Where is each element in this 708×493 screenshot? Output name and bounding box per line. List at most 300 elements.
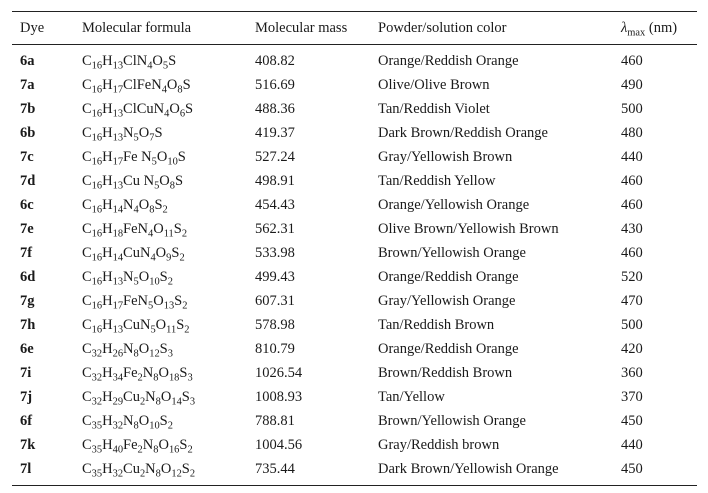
formula-subscript: 4 (133, 204, 139, 216)
color-cell: Brown/Yellowish Orange (378, 244, 526, 261)
dye-id-cell: 7e (20, 220, 34, 237)
formula-subscript: 13 (112, 132, 124, 144)
formula-element: S (159, 268, 168, 285)
formula-element: H (102, 460, 113, 477)
molecular-mass-cell: 499.43 (255, 268, 295, 285)
molecular-formula-cell (82, 121, 255, 145)
formula-element: H (102, 220, 113, 237)
color-cell: Orange/Reddish Orange (378, 268, 519, 285)
formula-subscript: 2 (162, 204, 168, 216)
formula-subscript: 16 (91, 204, 103, 216)
formula-element: H (102, 268, 113, 285)
color-cell: Brown/Reddish Brown (378, 364, 513, 381)
table-row (12, 217, 697, 241)
lambda-unit: (nm) (645, 19, 678, 36)
table-row (12, 45, 697, 74)
molecular-mass-cell: 533.98 (255, 244, 295, 261)
formula-subscript: 8 (133, 348, 139, 360)
dye-id-cell: 6b (20, 124, 36, 141)
formula-element: S (154, 124, 163, 141)
dye-id-cell: 7d (20, 172, 36, 189)
table-row (12, 121, 697, 145)
formula-element: H (102, 412, 113, 429)
formula-subscript: 35 (91, 444, 103, 456)
molecular-mass-cell: 408.82 (255, 52, 295, 69)
formula-subscript: 12 (171, 468, 182, 480)
formula-element: H (102, 196, 113, 213)
formula-subscript: 16 (168, 444, 180, 456)
formula-element: H (102, 100, 113, 117)
formula-subscript: 16 (91, 324, 103, 336)
formula-subscript: 9 (166, 252, 172, 264)
color-cell: Orange/Yellowish Orange (378, 196, 530, 213)
molecular-formula-cell (82, 169, 255, 193)
dye-id-cell: 6e (20, 340, 34, 357)
table-row (12, 385, 697, 409)
lambda-max-cell: 420 (621, 340, 643, 357)
formula-element: S (168, 52, 177, 69)
formula-element: CuN (123, 244, 151, 261)
table-body (12, 45, 697, 486)
formula-element: C (82, 412, 92, 429)
formula-subscript: 2 (179, 252, 185, 264)
color-cell: Orange/Reddish Orange (378, 340, 519, 357)
formula-element: H (102, 244, 113, 261)
formula-element: S (181, 388, 190, 405)
lambda-max-cell: 470 (621, 292, 643, 309)
table-row (12, 409, 697, 433)
formula-subscript: 13 (112, 108, 124, 120)
formula-element: S (174, 292, 183, 309)
lambda-max-cell: 480 (621, 124, 643, 141)
color-cell: Dark Brown/Reddish Orange (378, 124, 548, 141)
formula-subscript: 8 (155, 396, 161, 408)
formula-subscript: 14 (112, 204, 124, 216)
lambda-max-cell: 500 (621, 316, 643, 333)
formula-element: H (102, 172, 113, 189)
dye-id-cell: 7f (20, 244, 33, 261)
formula-subscript: 16 (91, 228, 103, 240)
formula-subscript: 13 (112, 324, 124, 336)
dye-id-cell: 6c (20, 196, 34, 213)
formula-subscript: 12 (149, 348, 160, 360)
formula-element: O (160, 388, 172, 405)
dye-id-cell: 7l (20, 460, 32, 477)
formula-element: C (82, 316, 92, 333)
formula-subscript: 11 (163, 228, 174, 240)
formula-element: H (102, 292, 113, 309)
formula-subscript: 2 (167, 276, 173, 288)
lambda-symbol: λ (621, 19, 628, 36)
molecular-mass-cell: 578.98 (255, 316, 295, 333)
formula-subscript: 5 (133, 276, 139, 288)
formula-element: O (155, 316, 167, 333)
formula-element: S (176, 316, 185, 333)
dye-properties-table (12, 11, 697, 486)
formula-element: N (142, 364, 154, 381)
formula-element: S (154, 196, 163, 213)
formula-element: S (173, 220, 182, 237)
formula-element: N (142, 436, 154, 453)
formula-element: S (159, 340, 168, 357)
formula-subscript: 3 (189, 396, 196, 408)
formula-subscript: 10 (149, 420, 160, 432)
formula-element: O (138, 340, 150, 357)
formula-subscript: 16 (91, 300, 103, 312)
molecular-formula-cell (82, 265, 255, 289)
molecular-mass-cell: 1026.54 (255, 364, 303, 381)
color-cell: Orange/Reddish Orange (378, 52, 519, 69)
formula-subscript: 35 (91, 420, 103, 432)
table-row (12, 313, 697, 337)
formula-subscript: 2 (189, 468, 196, 480)
formula-element: ClFeN (123, 76, 162, 93)
formula-subscript: 32 (91, 372, 103, 384)
formula-subscript: 2 (139, 468, 146, 480)
lambda-max-cell: 460 (621, 52, 643, 69)
formula-subscript: 18 (168, 372, 180, 384)
color-cell: Tan/Yellow (378, 388, 445, 405)
formula-subscript: 16 (91, 180, 103, 192)
formula-subscript: 8 (153, 444, 159, 456)
formula-element: N (123, 268, 134, 285)
color-cell: Brown/Yellowish Orange (378, 412, 526, 429)
formula-element: S (182, 76, 191, 93)
molecular-formula-cell (82, 145, 255, 169)
formula-element: C (82, 52, 92, 69)
molecular-mass-cell: 607.31 (255, 292, 295, 309)
formula-subscript: 5 (133, 132, 139, 144)
lambda-max-cell: 440 (621, 436, 643, 453)
formula-element: C (82, 148, 92, 165)
formula-element: H (102, 316, 113, 333)
table-row (12, 361, 697, 385)
formula-subscript: 18 (112, 228, 124, 240)
formula-subscript: 17 (112, 156, 124, 168)
table-row (12, 73, 697, 97)
formula-element: FeN (123, 292, 149, 309)
molecular-formula-cell (82, 433, 255, 457)
table-row (12, 97, 697, 121)
formula-element: O (152, 52, 163, 69)
color-cell: Tan/Reddish Violet (378, 100, 490, 117)
formula-element: H (102, 340, 113, 357)
formula-subscript: 32 (112, 468, 124, 480)
header-lambda-max (621, 12, 697, 45)
dye-id-cell: 7b (20, 100, 36, 117)
formula-element: C (82, 172, 92, 189)
formula-element: C (82, 292, 92, 309)
formula-subscript: 5 (154, 180, 160, 192)
formula-subscript: 6 (179, 108, 186, 120)
molecular-formula-cell (82, 73, 255, 97)
lambda-max-cell: 460 (621, 172, 643, 189)
formula-element: O (138, 268, 150, 285)
lambda-max-cell: 450 (621, 412, 643, 429)
formula-subscript: 8 (133, 420, 139, 432)
formula-subscript: 8 (169, 180, 175, 192)
formula-subscript: 4 (148, 228, 154, 240)
table-row (12, 241, 697, 265)
formula-subscript: 2 (137, 444, 143, 456)
formula-element: O (155, 244, 167, 261)
dye-id-cell: 7k (20, 436, 36, 453)
molecular-formula-cell (82, 45, 255, 74)
formula-element: H (102, 124, 113, 141)
formula-subscript: 2 (137, 372, 143, 384)
dye-id-cell: 7h (20, 316, 36, 333)
formula-subscript: 5 (162, 60, 169, 72)
molecular-mass-cell: 516.69 (255, 76, 295, 93)
table-row (12, 433, 697, 457)
molecular-mass-cell: 498.91 (255, 172, 295, 189)
formula-subscript: 8 (153, 372, 159, 384)
formula-subscript: 2 (184, 324, 190, 336)
formula-subscript: 16 (91, 252, 103, 264)
formula-element: Cu (123, 388, 140, 405)
formula-subscript: 16 (91, 108, 103, 120)
formula-element: O (156, 148, 168, 165)
formula-subscript: 5 (151, 156, 157, 168)
formula-element: N (145, 388, 156, 405)
formula-element: Fe (123, 436, 138, 453)
formula-element: O (169, 100, 180, 117)
molecular-mass-cell: 488.36 (255, 100, 295, 117)
formula-element: Fe (123, 364, 138, 381)
dye-id-cell: 7c (20, 148, 34, 165)
formula-element: S (181, 460, 190, 477)
formula-element: C (82, 196, 92, 213)
molecular-formula-cell (82, 193, 255, 217)
formula-element: C (82, 124, 92, 141)
color-cell: Olive/Olive Brown (378, 76, 490, 93)
formula-element: H (102, 388, 113, 405)
formula-subscript: 8 (149, 204, 155, 216)
formula-subscript: 35 (91, 468, 103, 480)
molecular-formula-cell (82, 97, 255, 121)
formula-element: O (153, 292, 164, 309)
formula-element: C (82, 268, 92, 285)
molecular-formula-cell (82, 361, 255, 385)
table-row (12, 169, 697, 193)
lambda-max-cell: 460 (621, 244, 643, 261)
table-row (12, 145, 697, 169)
formula-subscript: 16 (91, 156, 103, 168)
color-cell: Gray/Yellowish Orange (378, 292, 516, 309)
formula-element: S (177, 148, 186, 165)
molecular-mass-cell: 1008.93 (255, 388, 303, 405)
formula-subscript: 8 (177, 84, 183, 96)
lambda-max-cell: 430 (621, 220, 643, 237)
dye-id-cell: 6d (20, 268, 36, 285)
formula-subscript: 16 (91, 84, 103, 96)
formula-element: Fe N (123, 148, 152, 165)
formula-element: O (159, 172, 170, 189)
dye-id-cell: 7i (20, 364, 32, 381)
formula-subscript: 32 (112, 420, 124, 432)
dye-id-cell: 6f (20, 412, 33, 429)
lambda-max-cell: 440 (621, 148, 643, 165)
formula-subscript: 3 (167, 348, 173, 360)
formula-subscript: 2 (181, 228, 188, 240)
table-row (12, 265, 697, 289)
formula-element: O (166, 76, 178, 93)
formula-subscript: 13 (163, 300, 175, 312)
molecular-formula-cell (82, 337, 255, 361)
formula-element: C (82, 220, 92, 237)
table-header (12, 12, 697, 45)
formula-element: S (185, 100, 194, 117)
formula-element: C (82, 364, 92, 381)
formula-element: O (153, 220, 164, 237)
formula-element: N (123, 124, 134, 141)
formula-subscript: 4 (161, 84, 167, 96)
formula-element: H (102, 436, 113, 453)
formula-subscript: 29 (112, 396, 124, 408)
formula-element: O (160, 460, 172, 477)
formula-subscript: 32 (91, 396, 103, 408)
color-cell: Tan/Reddish Yellow (378, 172, 496, 189)
formula-element: C (82, 340, 92, 357)
formula-element: H (102, 52, 113, 69)
formula-subscript: 8 (155, 468, 161, 480)
formula-subscript: 17 (112, 84, 124, 96)
formula-element: H (102, 148, 113, 165)
molecular-formula-cell (82, 409, 255, 433)
molecular-formula-cell (82, 313, 255, 337)
formula-subscript: 4 (147, 60, 153, 72)
formula-subscript: 13 (112, 60, 124, 72)
formula-element: O (138, 124, 150, 141)
formula-element: C (82, 244, 92, 261)
formula-subscript: 7 (149, 132, 155, 144)
formula-subscript: 14 (171, 396, 182, 408)
formula-element: ClCuN (123, 100, 165, 117)
formula-element: H (102, 364, 113, 381)
lambda-max-cell: 520 (621, 268, 643, 285)
formula-subscript: 5 (148, 300, 154, 312)
table-row (12, 457, 697, 486)
formula-subscript: 16 (91, 60, 103, 72)
molecular-mass-cell: 735.44 (255, 460, 295, 477)
formula-subscript: 3 (187, 372, 193, 384)
dye-id-cell: 7g (20, 292, 35, 309)
molecular-formula-cell (82, 457, 255, 486)
lambda-max-cell: 370 (621, 388, 643, 405)
formula-element: N (123, 340, 134, 357)
formula-element: N (123, 412, 134, 429)
formula-element: S (159, 412, 168, 429)
dye-id-cell: 6a (20, 52, 35, 69)
formula-element: N (123, 196, 134, 213)
formula-subscript: 5 (150, 324, 156, 336)
lambda-max-cell: 490 (621, 76, 643, 93)
header-powder-solution-color: Powder/solution color (378, 19, 507, 36)
molecular-mass-cell: 527.24 (255, 148, 295, 165)
formula-element: S (179, 436, 188, 453)
formula-element: Cu (123, 460, 140, 477)
formula-subscript: 16 (91, 132, 103, 144)
color-cell: Olive Brown/Yellowish Brown (378, 220, 559, 237)
formula-element: FeN (123, 220, 149, 237)
color-cell: Dark Brown/Yellowish Orange (378, 460, 559, 477)
formula-subscript: 10 (167, 156, 178, 168)
molecular-mass-cell: 419.37 (255, 124, 295, 141)
formula-subscript: 13 (112, 276, 124, 288)
formula-element: S (171, 244, 180, 261)
formula-element: ClN (123, 52, 148, 69)
lambda-max-cell: 360 (621, 364, 643, 381)
lambda-max-cell: 460 (621, 196, 643, 213)
molecular-mass-cell: 454.43 (255, 196, 295, 213)
lambda-subscript: max (627, 27, 646, 39)
formula-subscript: 34 (112, 372, 124, 384)
header-molecular-formula: Molecular formula (82, 19, 192, 36)
formula-element: H (102, 76, 113, 93)
formula-subscript: 13 (112, 180, 124, 192)
header-molecular-mass: Molecular mass (255, 19, 348, 36)
formula-subscript: 2 (187, 444, 193, 456)
formula-element: C (82, 388, 92, 405)
color-cell: Gray/Yellowish Brown (378, 148, 513, 165)
formula-subscript: 16 (91, 276, 103, 288)
formula-element: O (158, 436, 169, 453)
formula-element: O (138, 196, 150, 213)
lambda-max-cell: 450 (621, 460, 643, 477)
header-row (12, 12, 697, 45)
formula-subscript: 40 (112, 444, 124, 456)
formula-element: O (138, 412, 150, 429)
formula-subscript: 14 (112, 252, 124, 264)
formula-element: O (158, 364, 169, 381)
formula-subscript: 11 (166, 324, 177, 336)
formula-subscript: 4 (164, 108, 170, 120)
formula-subscript: 17 (112, 300, 124, 312)
table-row (12, 193, 697, 217)
formula-element: C (82, 100, 92, 117)
formula-element: Cu N (123, 172, 155, 189)
molecular-formula-cell (82, 241, 255, 265)
formula-element: S (174, 172, 184, 189)
molecular-formula-cell (82, 385, 255, 409)
formula-element: C (82, 76, 92, 93)
formula-subscript: 26 (112, 348, 124, 360)
molecular-mass-cell: 562.31 (255, 220, 295, 237)
color-cell: Tan/Reddish Brown (378, 316, 495, 333)
formula-element: C (82, 436, 92, 453)
formula-subscript: 2 (139, 396, 146, 408)
dye-id-cell: 7j (20, 388, 33, 405)
molecular-mass-cell: 788.81 (255, 412, 295, 429)
formula-element: CuN (123, 316, 151, 333)
formula-element: S (179, 364, 188, 381)
formula-subscript: 10 (149, 276, 160, 288)
formula-subscript: 32 (91, 348, 103, 360)
molecular-formula-cell (82, 289, 255, 313)
molecular-formula-cell (82, 217, 255, 241)
header-dye: Dye (20, 19, 45, 36)
lambda-max-cell: 500 (621, 100, 643, 117)
molecular-mass-cell: 1004.56 (255, 436, 303, 453)
formula-subscript: 4 (150, 252, 156, 264)
dye-id-cell: 7a (20, 76, 35, 93)
table-row (12, 337, 697, 361)
molecular-mass-cell: 810.79 (255, 340, 295, 357)
color-cell: Gray/Reddish brown (378, 436, 500, 453)
formula-element: C (82, 460, 92, 477)
table-row (12, 289, 697, 313)
formula-subscript: 2 (167, 420, 173, 432)
